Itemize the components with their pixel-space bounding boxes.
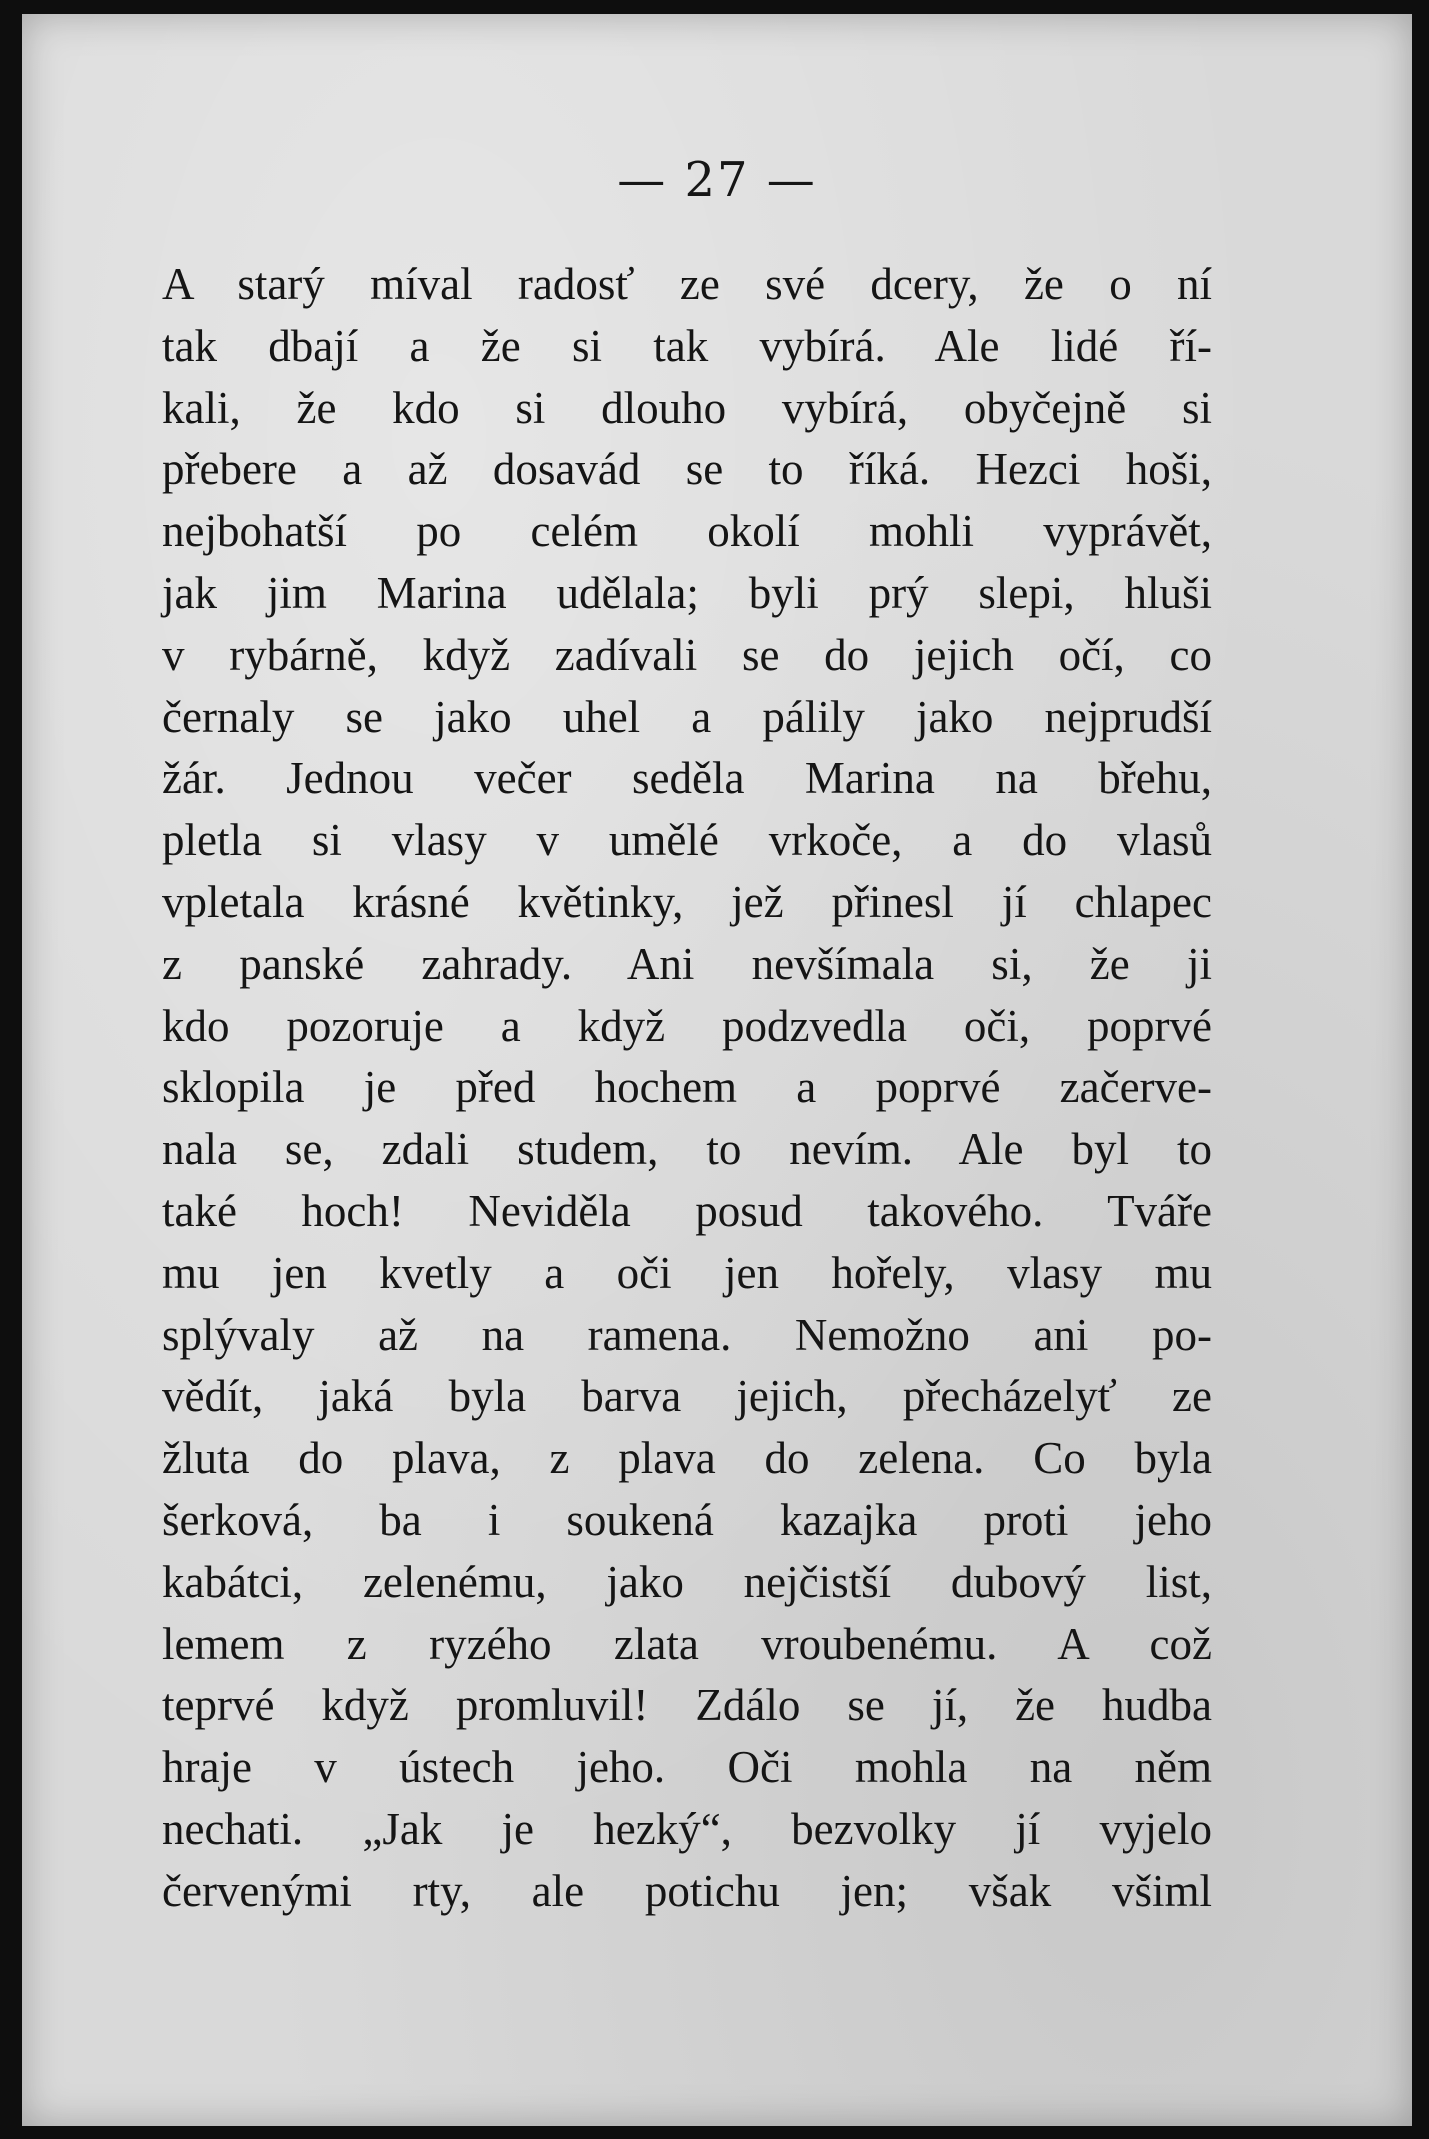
text-line: tak dbají a že si tak vybírá. Ale lidé ří- [162, 320, 1212, 371]
text-line: nala se, zdali studem, to nevím. Ale byl to [162, 1124, 1212, 1175]
text-line: nechati. „Jak je hezký“, bezvolky jí vyjelo [162, 1803, 1212, 1854]
book-page [22, 14, 1412, 2126]
text-line: vpletala krásné květinky, jež přinesl jí chlapec [162, 876, 1212, 927]
text-line: přebere a až dosavád se to říká. Hezci hoši, [162, 444, 1212, 495]
text-line: vědít, jaká byla barva jejich, přecházelyť ze [162, 1371, 1212, 1422]
text-line: hraje v ústech jeho. Oči mohla na něm [162, 1742, 1212, 1793]
text-line: nejbohatší po celém okolí mohli vyprávět, [162, 506, 1212, 557]
text-line: z panské zahrady. Ani nevšímala si, že ji [162, 938, 1212, 989]
text-line: šerková, ba i soukená kazajka proti jeho [162, 1494, 1212, 1545]
text-line: splývaly až na ramena. Nemožno ani po- [162, 1309, 1212, 1360]
text-line: žluta do plava, z plava do zelena. Co byla [162, 1433, 1212, 1484]
text-line: teprvé když promluvil! Zdálo se jí, že hudba [162, 1680, 1212, 1731]
text-line: červenými rty, ale potichu jen; však všiml [162, 1865, 1212, 1916]
text-line: mu jen kvetly a oči jen hořely, vlasy mu [162, 1247, 1212, 1298]
text-line: A starý míval radosť ze své dcery, že o ní [162, 259, 1212, 309]
text-line: žár. Jednou večer seděla Marina na břehu, [162, 753, 1212, 804]
text-line: kali, že kdo si dlouho vybírá, obyčejně si [162, 382, 1212, 433]
text-line: lemem z ryzého zlata vroubenému. A což [162, 1618, 1212, 1669]
text-line: pletla si vlasy v umělé vrkoče, a do vlasů [162, 815, 1212, 866]
body-text [162, 254, 1212, 1923]
text-line: jak jim Marina udělala; byli prý slepi, hluši [162, 567, 1212, 618]
text-line: kdo pozoruje a když podzvedla oči, poprvé [162, 1000, 1212, 1051]
text-line: kabátci, zelenému, jako nejčistší dubový list, [162, 1556, 1212, 1607]
text-line: v rybárně, když zadívali se do jejich očí, co [162, 629, 1212, 680]
text-line: černaly se jako uhel a pálily jako nejprudší [162, 691, 1212, 742]
text-line: sklopila je před hochem a poprvé začerve- [162, 1062, 1212, 1113]
page-number: — 27 — [617, 152, 817, 208]
text-line: také hoch! Neviděla posud takového. Tváře [162, 1185, 1212, 1236]
